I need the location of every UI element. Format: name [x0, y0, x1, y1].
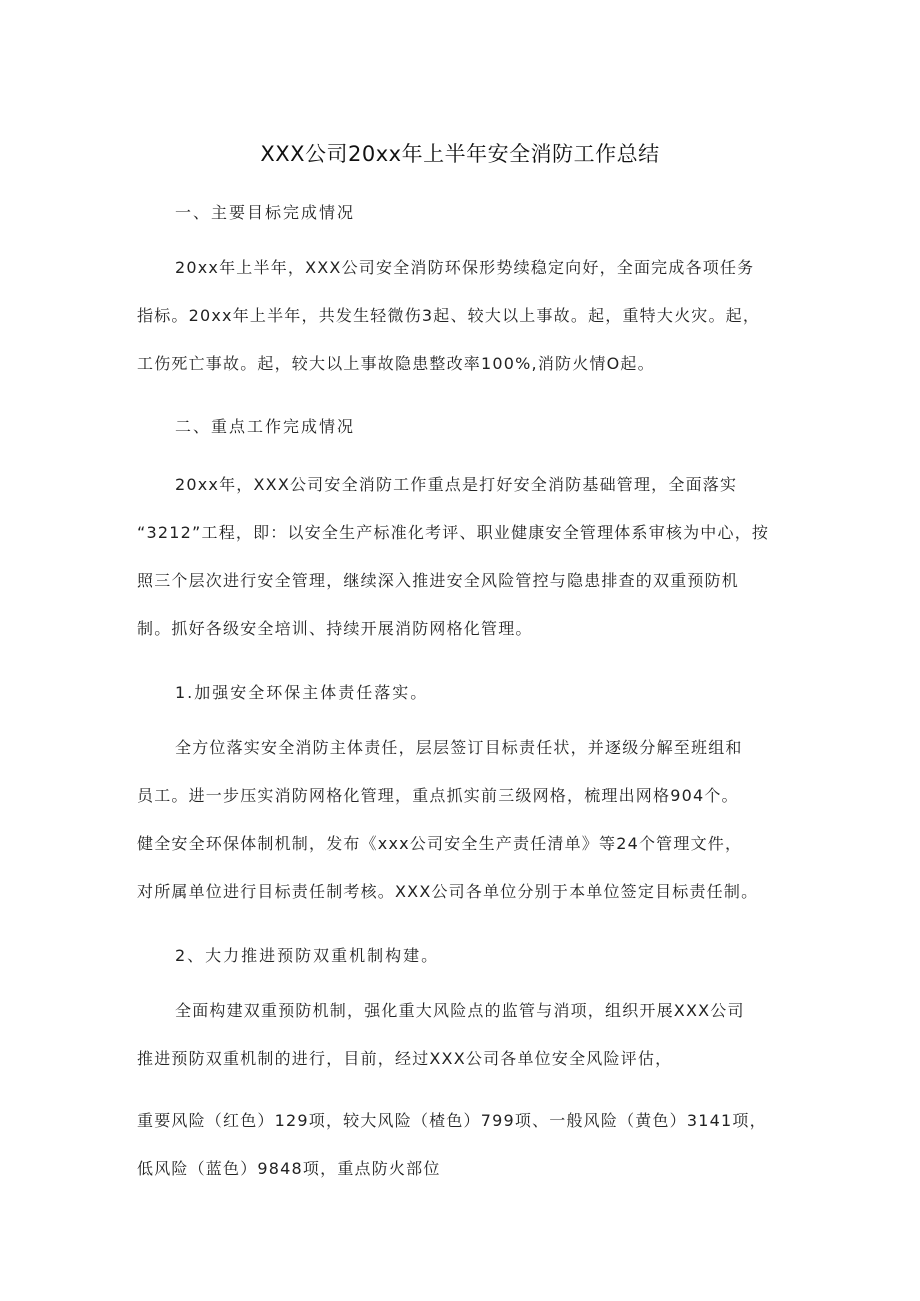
paragraph-line: 员工。进一步压实消防网格化管理，重点抓实前三级网格，梳理出网格904个。: [137, 786, 739, 805]
paragraph-line: 全面构建双重预防机制，强化重大风险点的监管与消项，组织开展XXX公司: [175, 1001, 745, 1020]
paragraph-line: 重要风险（红色）129项，较大风险（楂色）799项、一般风险（黄色）3141项，: [137, 1111, 767, 1130]
section-heading-main-goals: 一、主要目标完成情况: [175, 203, 356, 222]
paragraph-line: 推进预防双重机制的进行，目前，经过XXX公司各单位安全风险评估，: [137, 1049, 673, 1068]
section-heading-key-work: 二、重点工作完成情况: [175, 417, 356, 436]
paragraph-line: 低风险（蓝色）9848项，重点防火部位: [137, 1159, 441, 1178]
paragraph-line: “3212”工程，即：以安全生产标准化考评、职业健康安全管理体系审核为中心，按: [137, 523, 770, 542]
item-heading-dual-prevention: 2、大力推进预防双重机制构建。: [175, 946, 440, 965]
document-title: XXX公司20xx年上半年安全消防工作总结: [260, 142, 660, 166]
paragraph-key-work: [137, 461, 797, 653]
paragraph-main-goals: [137, 244, 797, 388]
paragraph-line: 对所属单位进行目标责任制考核。XXX公司各单位分别于本单位签定目标责任制。: [137, 882, 759, 901]
paragraph-line: 工伤死亡事故。起，较大以上事故隐患整改率100%,消防火情O起。: [137, 354, 655, 373]
paragraph-dual-prevention: [137, 987, 797, 1083]
paragraph-line: 20xx年，XXX公司安全消防工作重点是打好安全消防基础管理，全面落实: [175, 475, 738, 494]
paragraph-line: 健全安全环保体制机制，发布《xxx公司安全生产责任清单》等24个管理文件，: [137, 834, 743, 853]
paragraph-responsibility: [137, 724, 797, 916]
item-heading-responsibility: 1.加强安全环保主体责任落实。: [175, 683, 429, 702]
paragraph-line: 指标。20xx年上半年，共发生轻微伤3起、较大以上事故。起，重特大火灾。起，: [137, 306, 761, 325]
paragraph-line: 全方位落实安全消防主体责任，层层签订目标责任状，并逐级分解至班组和: [175, 738, 743, 757]
paragraph-line: 照三个层次进行安全管理，继续深入推进安全风险管控与隐患排查的双重预防机: [137, 571, 740, 590]
paragraph-line: 制。抓好各级安全培训、持续开展消防网格化管理。: [137, 619, 533, 638]
paragraph-line: 20xx年上半年，XXX公司安全消防环保形势续稳定向好，全面完成各项任务: [175, 258, 755, 277]
paragraph-risk-levels: [137, 1097, 797, 1193]
